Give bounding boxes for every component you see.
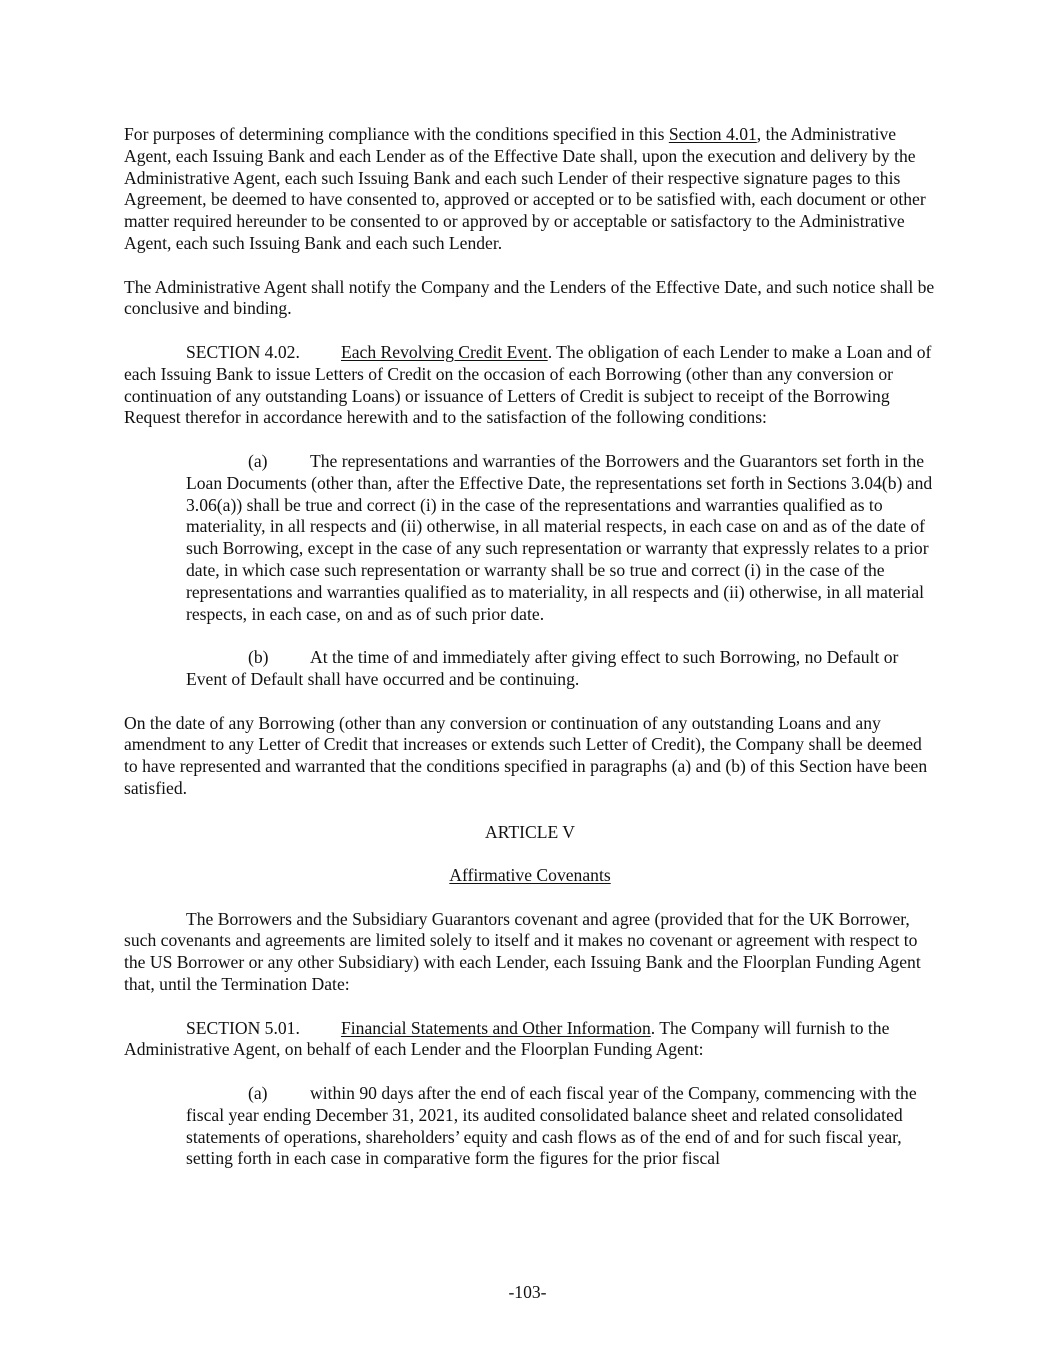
article-title: ARTICLE V bbox=[484, 821, 575, 842]
section-4-02-item-b bbox=[186, 647, 936, 691]
paragraph-compliance bbox=[124, 124, 936, 255]
paragraph-compliance-text-1: For purposes of determining compliance with the conditions specified in this bbox=[124, 124, 669, 144]
item-label: (a) bbox=[248, 450, 268, 471]
article-subtitle bbox=[124, 865, 936, 887]
section-4-02-heading: Each Revolving Credit Event bbox=[341, 341, 548, 362]
section-5-01-body: . The Company will furnish to the Administrative Agent, on behalf of each Lender and the Floorplan Funding Agent: bbox=[124, 1017, 890, 1060]
paragraph-compliance-text-2: , the Administrative Agent, each Issuing Bank and each Lender as of the Effective Date shall, upon the execution and delivery by the Administrative Agent, each such Issuing Bank and each such Lender of their respective signature pages to this Agreement, be deemed to have consented to, approved or accepted or to be satisfied with, each document or other matter required hereunder to be consented to or approved by or acceptable or satisfactory to the Administrative Agent, each such Issuing Bank and each such Lender. bbox=[124, 124, 926, 253]
section-4-01-reference: Section 4.01 bbox=[668, 124, 757, 144]
item-text: At the time of and immediately after giving effect to such Borrowing, no Default or Event of Default shall have occurred and be continuing. bbox=[186, 647, 899, 689]
section-4-02 bbox=[124, 342, 936, 429]
section-5-01-label: SECTION 5.01. bbox=[186, 1017, 300, 1038]
section-5-01-item-a bbox=[186, 1083, 936, 1170]
paragraph-covenants: The Borrowers and the Subsidiary Guarantors covenant and agree (provided that for the UK Borrower, such covenants and agreements are limited solely to itself and it makes no covenant or agreement with respect to the US Borrower or any other Subsidiary) with each Lender, each Issuing Bank and the Floorplan Funding Agent that, until the Termination Date: bbox=[124, 908, 921, 995]
paragraph-effective-date-notice: The Administrative Agent shall notify the Company and the Lenders of the Effective Date, and such notice shall be conclusive and binding. bbox=[124, 276, 935, 319]
section-5-01-heading: Financial Statements and Other Information bbox=[341, 1017, 651, 1038]
item-label: (a) bbox=[248, 1083, 268, 1104]
page-number: -103- bbox=[508, 1282, 547, 1302]
document-page bbox=[124, 124, 936, 1192]
item-label: (b) bbox=[248, 647, 269, 668]
item-text: within 90 days after the end of each fiscal year of the Company, commencing with the fiscal year ending December 31, 2021, its audited consolidated balance sheet and related consolidated statements of operations, shareholders’ equity and cash flows as of the end of and for such fiscal year, setting forth in each case in comparative form the figures for the prior fiscal bbox=[186, 1083, 917, 1169]
item-text: The representations and warranties of the Borrowers and the Guarantors set forth in the Loan Documents (other than, after the Effective Date, the representations set forth in Sections 3.04(b) and 3.06(a)) shall be true and correct (i) in the case of the representations and warranties qualified as to materiality, in all respects and (ii) otherwise, in all material respects, in each case on and as of the date of such Borrowing, except in the case of any such representation or warranty that expressly relates to a prior date, in which case such representation or warranty shall be so true and correct (i) in the case of the representations and warranties qualified as to materiality, in all respects and (ii) otherwise, in all material respects, in each case, on and as of such prior date. bbox=[186, 450, 933, 624]
section-4-02-item-a bbox=[186, 451, 936, 625]
paragraph-borrowing-date: On the date of any Borrowing (other than any conversion or continuation of any outstanding Loans and any amendment to any Letter of Credit that increases or extends such Letter of Credit), the Company shall be deemed to have represented and warranted that the conditions specified in paragraphs (a) and (b) of this Section have been satisfied. bbox=[124, 712, 928, 798]
section-4-02-body: . The obligation of each Lender to make a Loan and of each Issuing Bank to issue Letters of Credit on the occasion of each Borrowing (other than any conversion or continuation of any outstanding Loans) or issuance of Letters of Credit is subject to receipt of the Borrowing Request therefor in accordance herewith and to the satisfaction of the following conditions: bbox=[124, 341, 932, 428]
section-4-02-label: SECTION 4.02. bbox=[186, 341, 300, 362]
section-5-01 bbox=[124, 1018, 936, 1062]
article-subtitle-text: Affirmative Covenants bbox=[449, 865, 611, 886]
